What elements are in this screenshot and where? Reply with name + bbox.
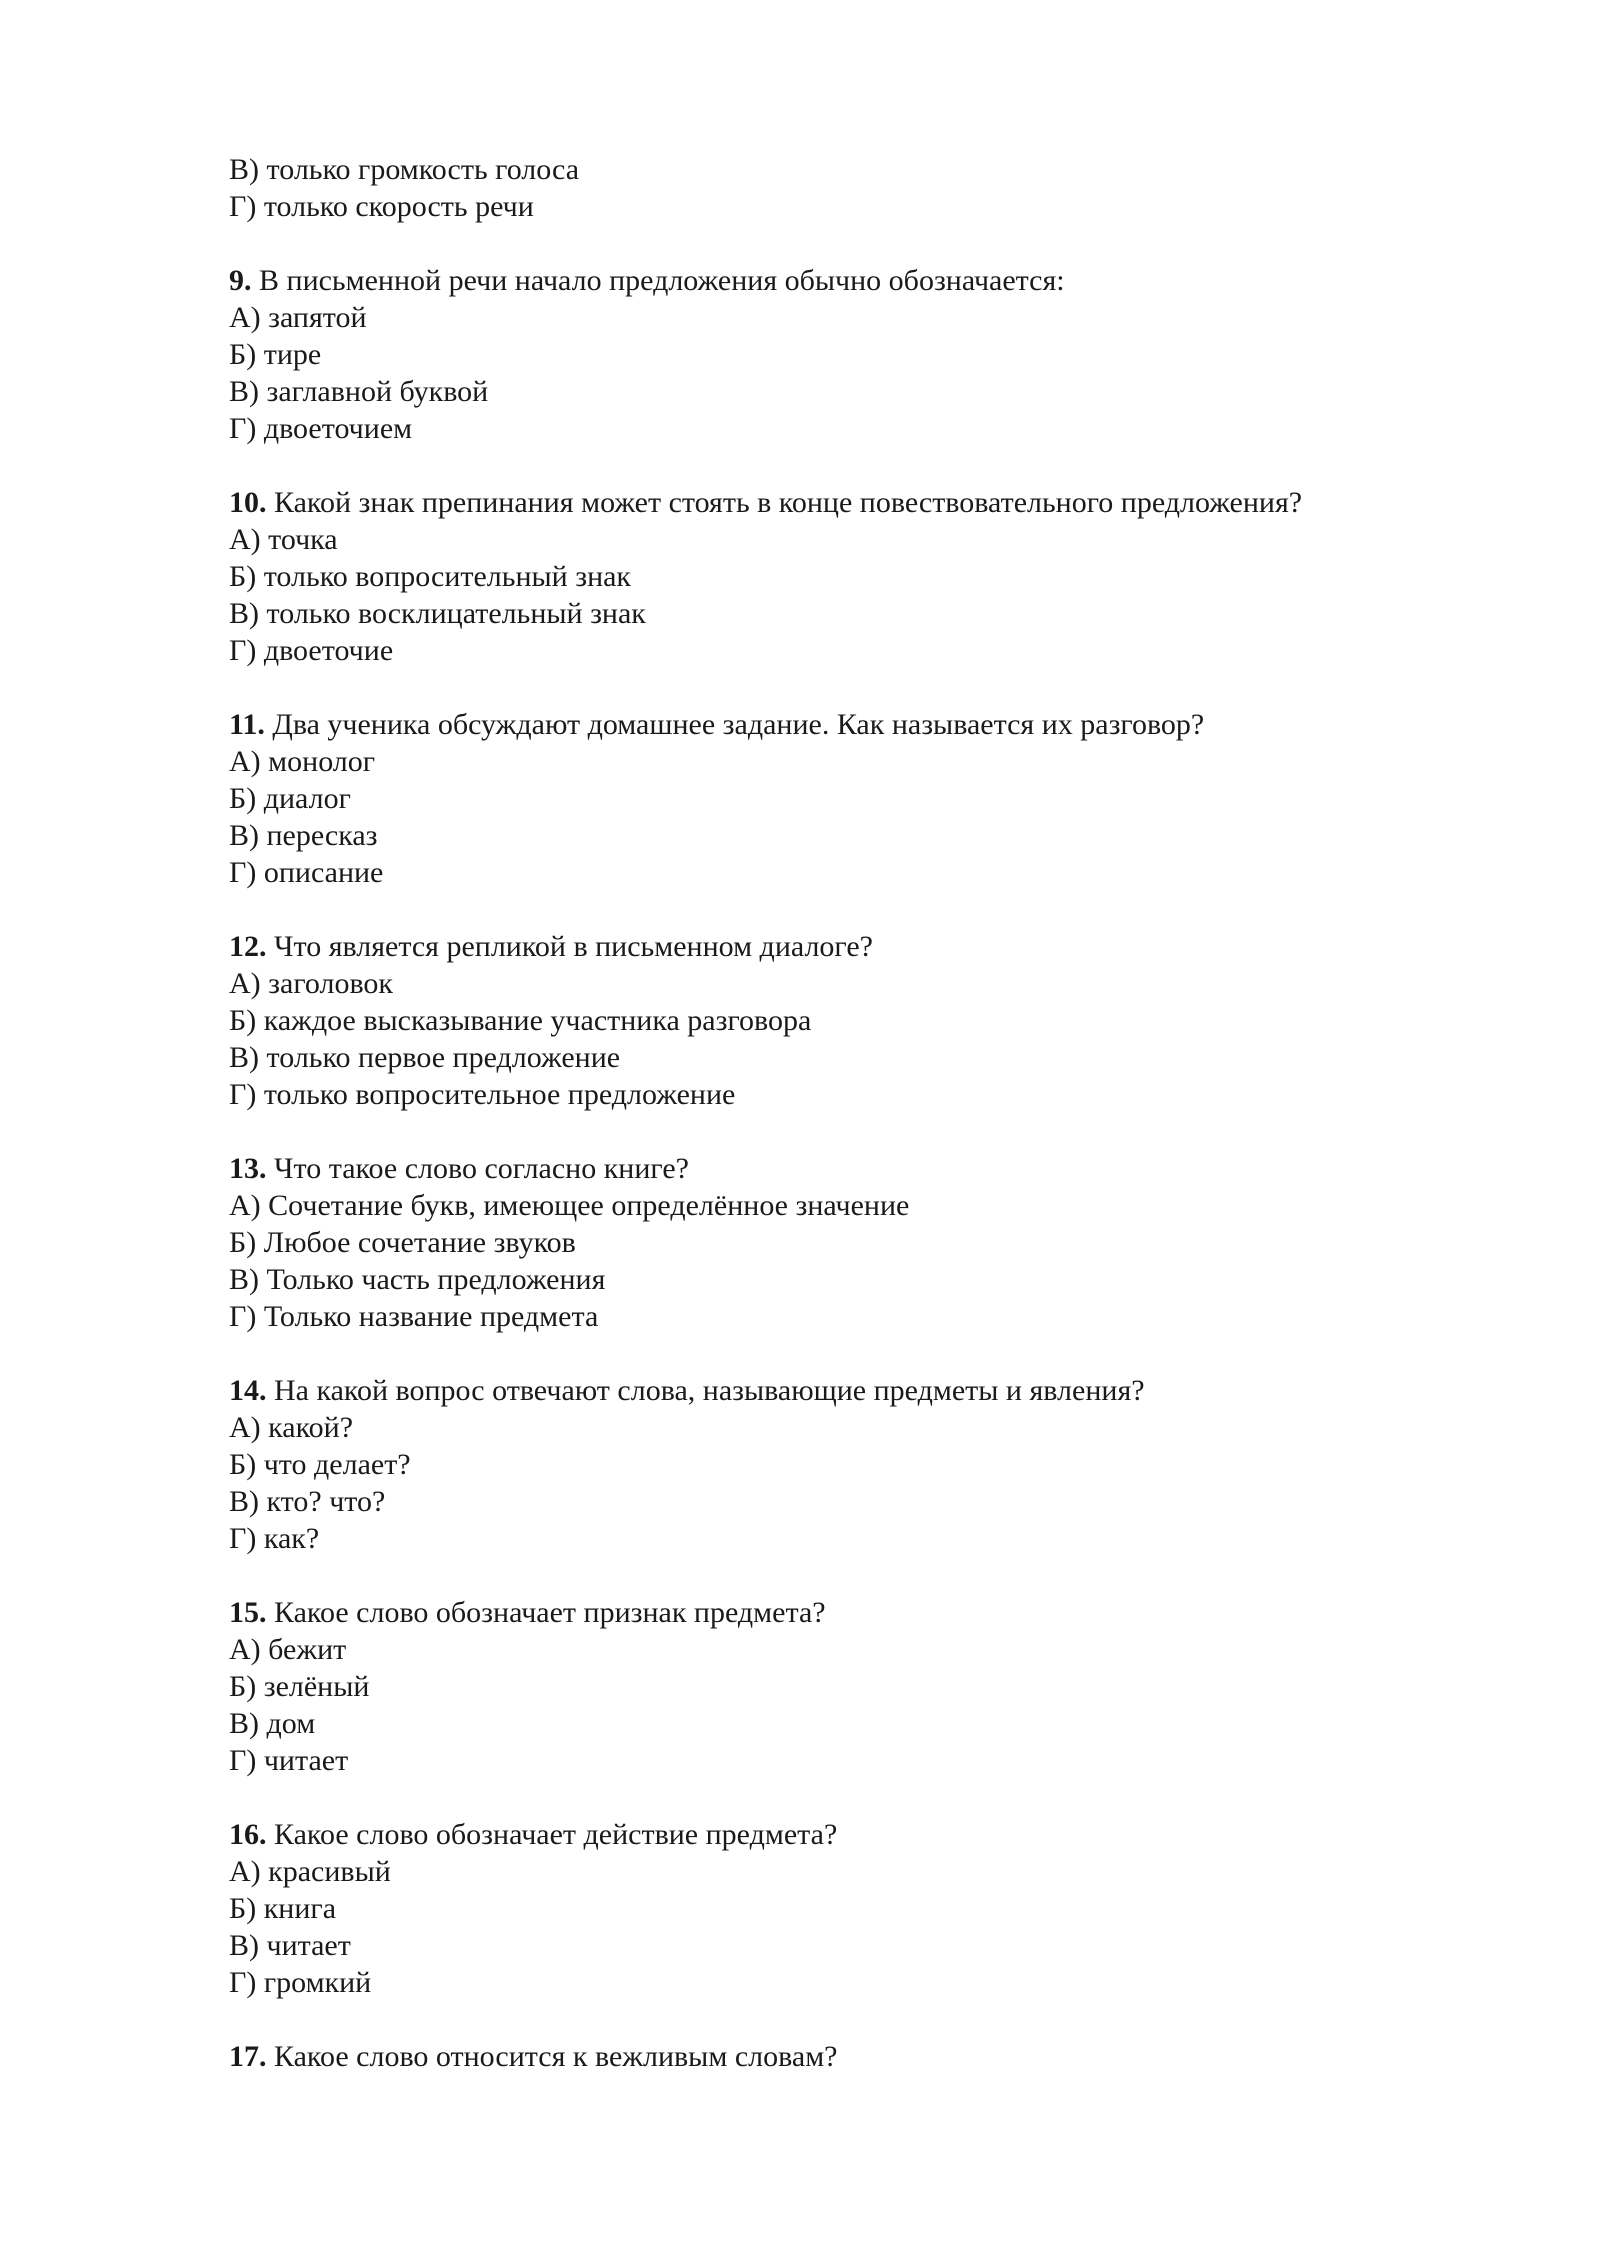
option-line: Г) только вопросительное предложение	[229, 1078, 736, 1111]
question-14	[229, 1372, 1409, 1557]
question-15	[229, 1594, 1409, 1779]
option-line: В) кто? что?	[229, 1485, 386, 1518]
continuation-block	[229, 151, 1409, 225]
question-10	[229, 484, 1409, 669]
question-line	[229, 484, 1409, 521]
question-text: Какое слово относится к вежливым словам?	[266, 2040, 838, 2073]
question-line	[229, 706, 1409, 743]
option-line: В) дом	[229, 1707, 316, 1740]
question-number: 13.	[229, 1152, 267, 1185]
question-9	[229, 262, 1409, 447]
option-line: Г) читает	[229, 1744, 349, 1777]
option-line: А) красивый	[229, 1855, 391, 1888]
option-line: Г) громкий	[229, 1966, 372, 1999]
question-line	[229, 1594, 1409, 1631]
question-number: 15.	[229, 1596, 267, 1629]
option-line: В) Только часть предложения	[229, 1263, 606, 1296]
option-line: А) Сочетание букв, имеющее определённое значение	[229, 1189, 910, 1222]
question-text: Какой знак препинания может стоять в конце повествовательного предложения?	[266, 486, 1303, 519]
option-line: Б) зелёный	[229, 1670, 370, 1703]
option-line: Г) Только название предмета	[229, 1300, 599, 1333]
question-line	[229, 1816, 1409, 1853]
option-line: В) пересказ	[229, 819, 378, 852]
question-text: Что является репликой в письменном диалоге?	[266, 930, 873, 963]
option-line: В) только громкость голоса	[229, 153, 580, 186]
question-text: Что такое слово согласно книге?	[266, 1152, 689, 1185]
option-line: Б) тире	[229, 338, 322, 371]
question-line	[229, 262, 1409, 299]
question-text: Два ученика обсуждают домашнее задание. Как называется их разговор?	[264, 708, 1205, 741]
question-line	[229, 2038, 1409, 2075]
option-line: Г) двоеточие	[229, 634, 394, 667]
option-line: А) точка	[229, 523, 338, 556]
question-13	[229, 1150, 1409, 1335]
option-line: А) монолог	[229, 745, 376, 778]
question-17	[229, 2038, 1409, 2075]
option-line: А) заголовок	[229, 967, 393, 1000]
question-16	[229, 1816, 1409, 2001]
question-number: 10.	[229, 486, 267, 519]
question-text: В письменной речи начало предложения обычно обозначается:	[251, 264, 1065, 297]
question-number: 16.	[229, 1818, 267, 1851]
question-12	[229, 928, 1409, 1113]
option-line: А) запятой	[229, 301, 367, 334]
document-page	[229, 151, 1409, 2075]
option-line: Г) двоеточием	[229, 412, 413, 445]
option-line: Г) только скорость речи	[229, 190, 534, 223]
question-number: 12.	[229, 930, 267, 963]
option-line: А) бежит	[229, 1633, 347, 1666]
question-text: Какое слово обозначает признак предмета?	[266, 1596, 826, 1629]
question-text: Какое слово обозначает действие предмета?	[266, 1818, 838, 1851]
option-line: Б) только вопросительный знак	[229, 560, 632, 593]
question-line	[229, 928, 1409, 965]
option-line: Б) каждое высказывание участника разговора	[229, 1004, 812, 1037]
question-11	[229, 706, 1409, 891]
option-line: В) заглавной буквой	[229, 375, 489, 408]
option-line: Г) описание	[229, 856, 384, 889]
option-line: В) читает	[229, 1929, 351, 1962]
option-line: Г) как?	[229, 1522, 320, 1555]
option-line: А) какой?	[229, 1411, 354, 1444]
option-line: В) только первое предложение	[229, 1041, 621, 1074]
question-number: 11.	[229, 708, 265, 741]
question-number: 9.	[229, 264, 252, 297]
question-line	[229, 1372, 1409, 1409]
question-number: 14.	[229, 1374, 267, 1407]
option-line: В) только восклицательный знак	[229, 597, 646, 630]
option-line: Б) диалог	[229, 782, 351, 815]
question-number: 17.	[229, 2040, 267, 2073]
option-line: Б) Любое сочетание звуков	[229, 1226, 576, 1259]
question-text: На какой вопрос отвечают слова, называющие предметы и явления?	[266, 1374, 1145, 1407]
question-line	[229, 1150, 1409, 1187]
option-line: Б) что делает?	[229, 1448, 411, 1481]
option-line: Б) книга	[229, 1892, 337, 1925]
